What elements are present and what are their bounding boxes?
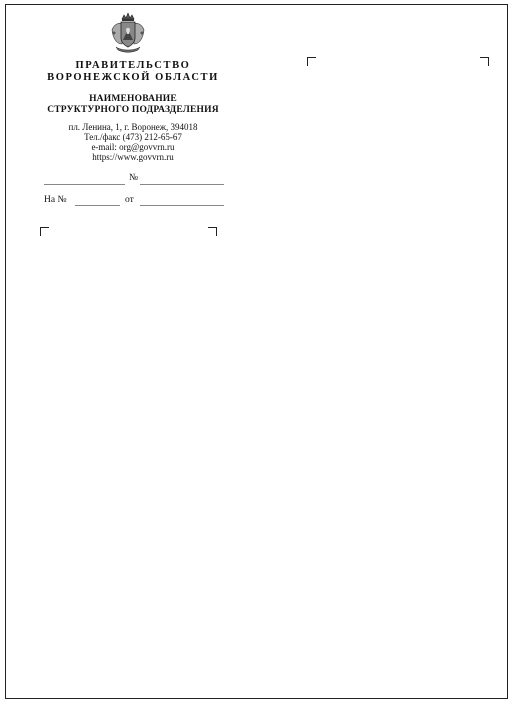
number-sign: №: [129, 173, 139, 183]
org-name-line2: ВОРОНЕЖСКОЙ ОБЛАСТИ: [47, 72, 219, 83]
subject-corner-right: [208, 227, 217, 236]
subject-corner-left: [40, 227, 49, 236]
phone-fax: Тел./факс (473) 212-65-67: [84, 132, 182, 142]
reference-number-line[interactable]: [75, 205, 120, 206]
addressee-corner-left: [307, 57, 316, 66]
org-name-line1: ПРАВИТЕЛЬСТВО: [75, 60, 191, 71]
unit-name-line1: НАИМЕНОВАНИЕ: [89, 94, 177, 104]
coat-of-arms-icon: [106, 10, 150, 54]
unit-name-line2: СТРУКТУРНОГО ПОДРАЗДЕЛЕНИЯ: [47, 105, 219, 115]
addressee-corner-right: [480, 57, 489, 66]
address: пл. Ленина, 1, г. Воронеж, 394018: [68, 122, 198, 132]
website: https://www.govvrn.ru: [92, 152, 174, 162]
reference-prefix: На №: [44, 195, 67, 205]
reference-date-line[interactable]: [140, 205, 224, 206]
reference-from-label: от: [125, 195, 134, 205]
email: e-mail: org@govvrn.ru: [91, 142, 175, 152]
number-field-line[interactable]: [140, 184, 224, 185]
date-field-line[interactable]: [44, 184, 125, 185]
